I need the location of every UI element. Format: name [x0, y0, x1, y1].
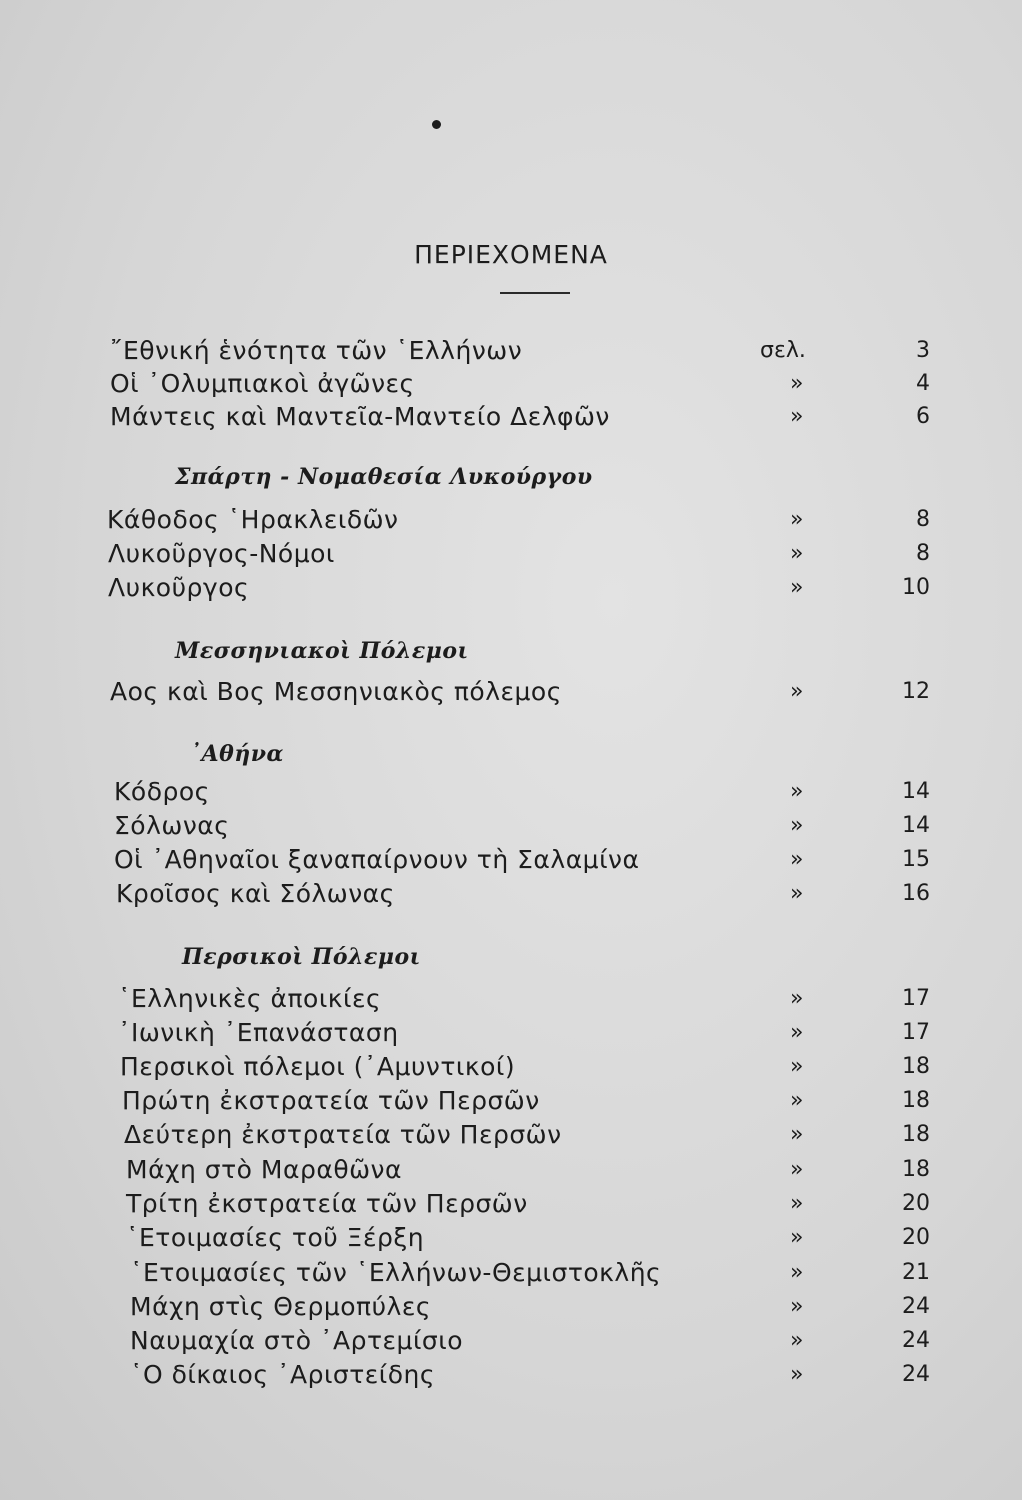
ditto-mark: »	[790, 507, 804, 532]
toc-entry	[110, 400, 940, 434]
toc-entry-title: Ναυμαχία στὸ ᾽Αρτεμίσιο	[130, 1326, 463, 1355]
toc-entry	[126, 1187, 940, 1221]
toc-entry	[108, 571, 940, 605]
toc-entry	[118, 982, 940, 1016]
page-number: 17	[902, 1020, 930, 1045]
page-number: 6	[916, 404, 930, 429]
page-title: ΠΕΡΙΕΧΟΜΕΝΑ	[414, 240, 608, 269]
ditto-mark: »	[790, 1225, 804, 1250]
ditto-mark: »	[790, 1362, 804, 1387]
page-number: 3	[916, 338, 930, 363]
ditto-mark: »	[790, 881, 804, 906]
ditto-mark: »	[790, 575, 804, 600]
page-number: 4	[916, 371, 930, 396]
toc-entry-title: ῎Εθνική ἑνότητα τῶν ῾Ελλήνων	[110, 336, 523, 365]
ink-dot	[432, 120, 441, 129]
toc-entry-title: Λυκοῦργος	[108, 573, 250, 602]
section-heading: Σπάρτη - Νομαθεσία Λυκούργου	[175, 464, 593, 490]
ditto-mark: »	[790, 371, 804, 396]
toc-entry-title: Οἱ ᾽Ολυμπιακοὶ ἀγῶνες	[110, 369, 415, 398]
ditto-mark: »	[790, 541, 804, 566]
page-number: 20	[902, 1225, 930, 1250]
page-number: 17	[902, 986, 930, 1011]
page-number: 15	[902, 847, 930, 872]
toc-entry-title: ῾Ετοιμασίες τοῦ Ξέρξη	[126, 1223, 425, 1252]
ditto-mark: »	[790, 813, 804, 838]
ditto-mark: »	[790, 847, 804, 872]
page-number: 18	[902, 1122, 930, 1147]
toc-entry-title: Λυκοῦργος-Νόμοι	[108, 539, 335, 568]
toc-entry-title: Σόλωνας	[114, 811, 230, 840]
page-label: σελ.	[760, 338, 806, 363]
ditto-mark: »	[790, 986, 804, 1011]
ditto-mark: »	[790, 1191, 804, 1216]
toc-entry	[122, 1084, 940, 1118]
ditto-mark: »	[790, 1054, 804, 1079]
toc-entry-title: Μάντεις καὶ Μαντεῖα-Μαντείο Δελφῶν	[110, 402, 610, 431]
toc-entry-title: Κόδρος	[114, 777, 210, 806]
ditto-mark: »	[790, 779, 804, 804]
toc-entry-title: Κροῖσος καὶ Σόλωνας	[116, 879, 395, 908]
toc-entry	[108, 537, 940, 571]
page-number: 14	[902, 813, 930, 838]
toc-entry-title: ῾Ετοιμασίες τῶν ῾Ελλήνων-Θεμιστοκλῆς	[130, 1258, 662, 1287]
page-number: 12	[902, 679, 930, 704]
page-number: 8	[916, 541, 930, 566]
toc-entry-title: ᾽Ιωνικὴ ᾽Επανάσταση	[118, 1018, 399, 1047]
page-number: 14	[902, 779, 930, 804]
toc-entry-title: Τρίτη ἐκστρατεία τῶν Περσῶν	[126, 1189, 528, 1218]
toc-entry	[107, 503, 940, 537]
toc-entry	[130, 1324, 940, 1358]
toc-entry	[130, 1290, 940, 1324]
toc-entry	[130, 1358, 940, 1392]
page-number: 10	[902, 575, 930, 600]
toc-entry	[126, 1153, 940, 1187]
page-number: 24	[902, 1328, 930, 1353]
page-number: 24	[902, 1362, 930, 1387]
toc-entry-title: Πρώτη ἐκστρατεία τῶν Περσῶν	[122, 1086, 540, 1115]
ditto-mark: »	[790, 1328, 804, 1353]
page-number: 18	[902, 1088, 930, 1113]
toc-entry	[130, 1256, 940, 1290]
toc-entry	[114, 809, 940, 843]
ditto-mark: »	[790, 404, 804, 429]
page-number: 18	[902, 1054, 930, 1079]
toc-entry	[126, 1221, 940, 1255]
toc-entry-title: Μάχη στὶς Θερμοπύλες	[130, 1292, 432, 1321]
toc-entry	[110, 367, 940, 401]
toc-entry	[114, 843, 940, 877]
section-heading: Μεσσηνιακοὶ Πόλεμοι	[175, 638, 469, 664]
toc-entry-title: Αος καὶ Βος Μεσσηνιακὸς πόλεμος	[110, 677, 562, 706]
ditto-mark: »	[790, 1157, 804, 1182]
toc-entry	[116, 877, 940, 911]
toc-entry	[110, 334, 940, 368]
page-number: 16	[902, 881, 930, 906]
toc-entry-title: ῾Ο δίκαιος ᾽Αριστείδης	[130, 1360, 436, 1389]
page-number: 20	[902, 1191, 930, 1216]
toc-entry	[110, 675, 940, 709]
ditto-mark: »	[790, 1020, 804, 1045]
toc-entry	[124, 1118, 940, 1152]
ditto-mark: »	[790, 1122, 804, 1147]
toc-entry-title: Περσικοὶ πόλεμοι (᾽Αμυντικοί)	[120, 1052, 516, 1081]
toc-entry	[114, 775, 940, 809]
toc-entry-title: Κάθοδος ῾Ηρακλειδῶν	[107, 505, 399, 534]
ditto-mark: »	[790, 1088, 804, 1113]
toc-entry	[120, 1050, 940, 1084]
toc-entry-title: Μάχη στὸ Μαραθῶνα	[126, 1155, 402, 1184]
section-heading: ᾽Αθήνα	[190, 741, 284, 767]
toc-entry-title: Δεύτερη ἐκστρατεία τῶν Περσῶν	[124, 1120, 562, 1149]
ditto-mark: »	[790, 1294, 804, 1319]
toc-entry	[118, 1016, 940, 1050]
toc-entry-title: Οἱ ᾽Αθηναῖοι ξαναπαίρνουν τὴ Σαλαμίνα	[114, 845, 640, 874]
toc-entry-title: ῾Ελληνικὲς ἀποικίες	[118, 984, 382, 1013]
ditto-mark: »	[790, 1260, 804, 1285]
page-number: 21	[902, 1260, 930, 1285]
section-heading: Περσικοὶ Πόλεμοι	[182, 944, 421, 970]
title-underline	[500, 292, 570, 294]
page-number: 18	[902, 1157, 930, 1182]
ditto-mark: »	[790, 679, 804, 704]
page-number: 24	[902, 1294, 930, 1319]
page-number: 8	[916, 507, 930, 532]
